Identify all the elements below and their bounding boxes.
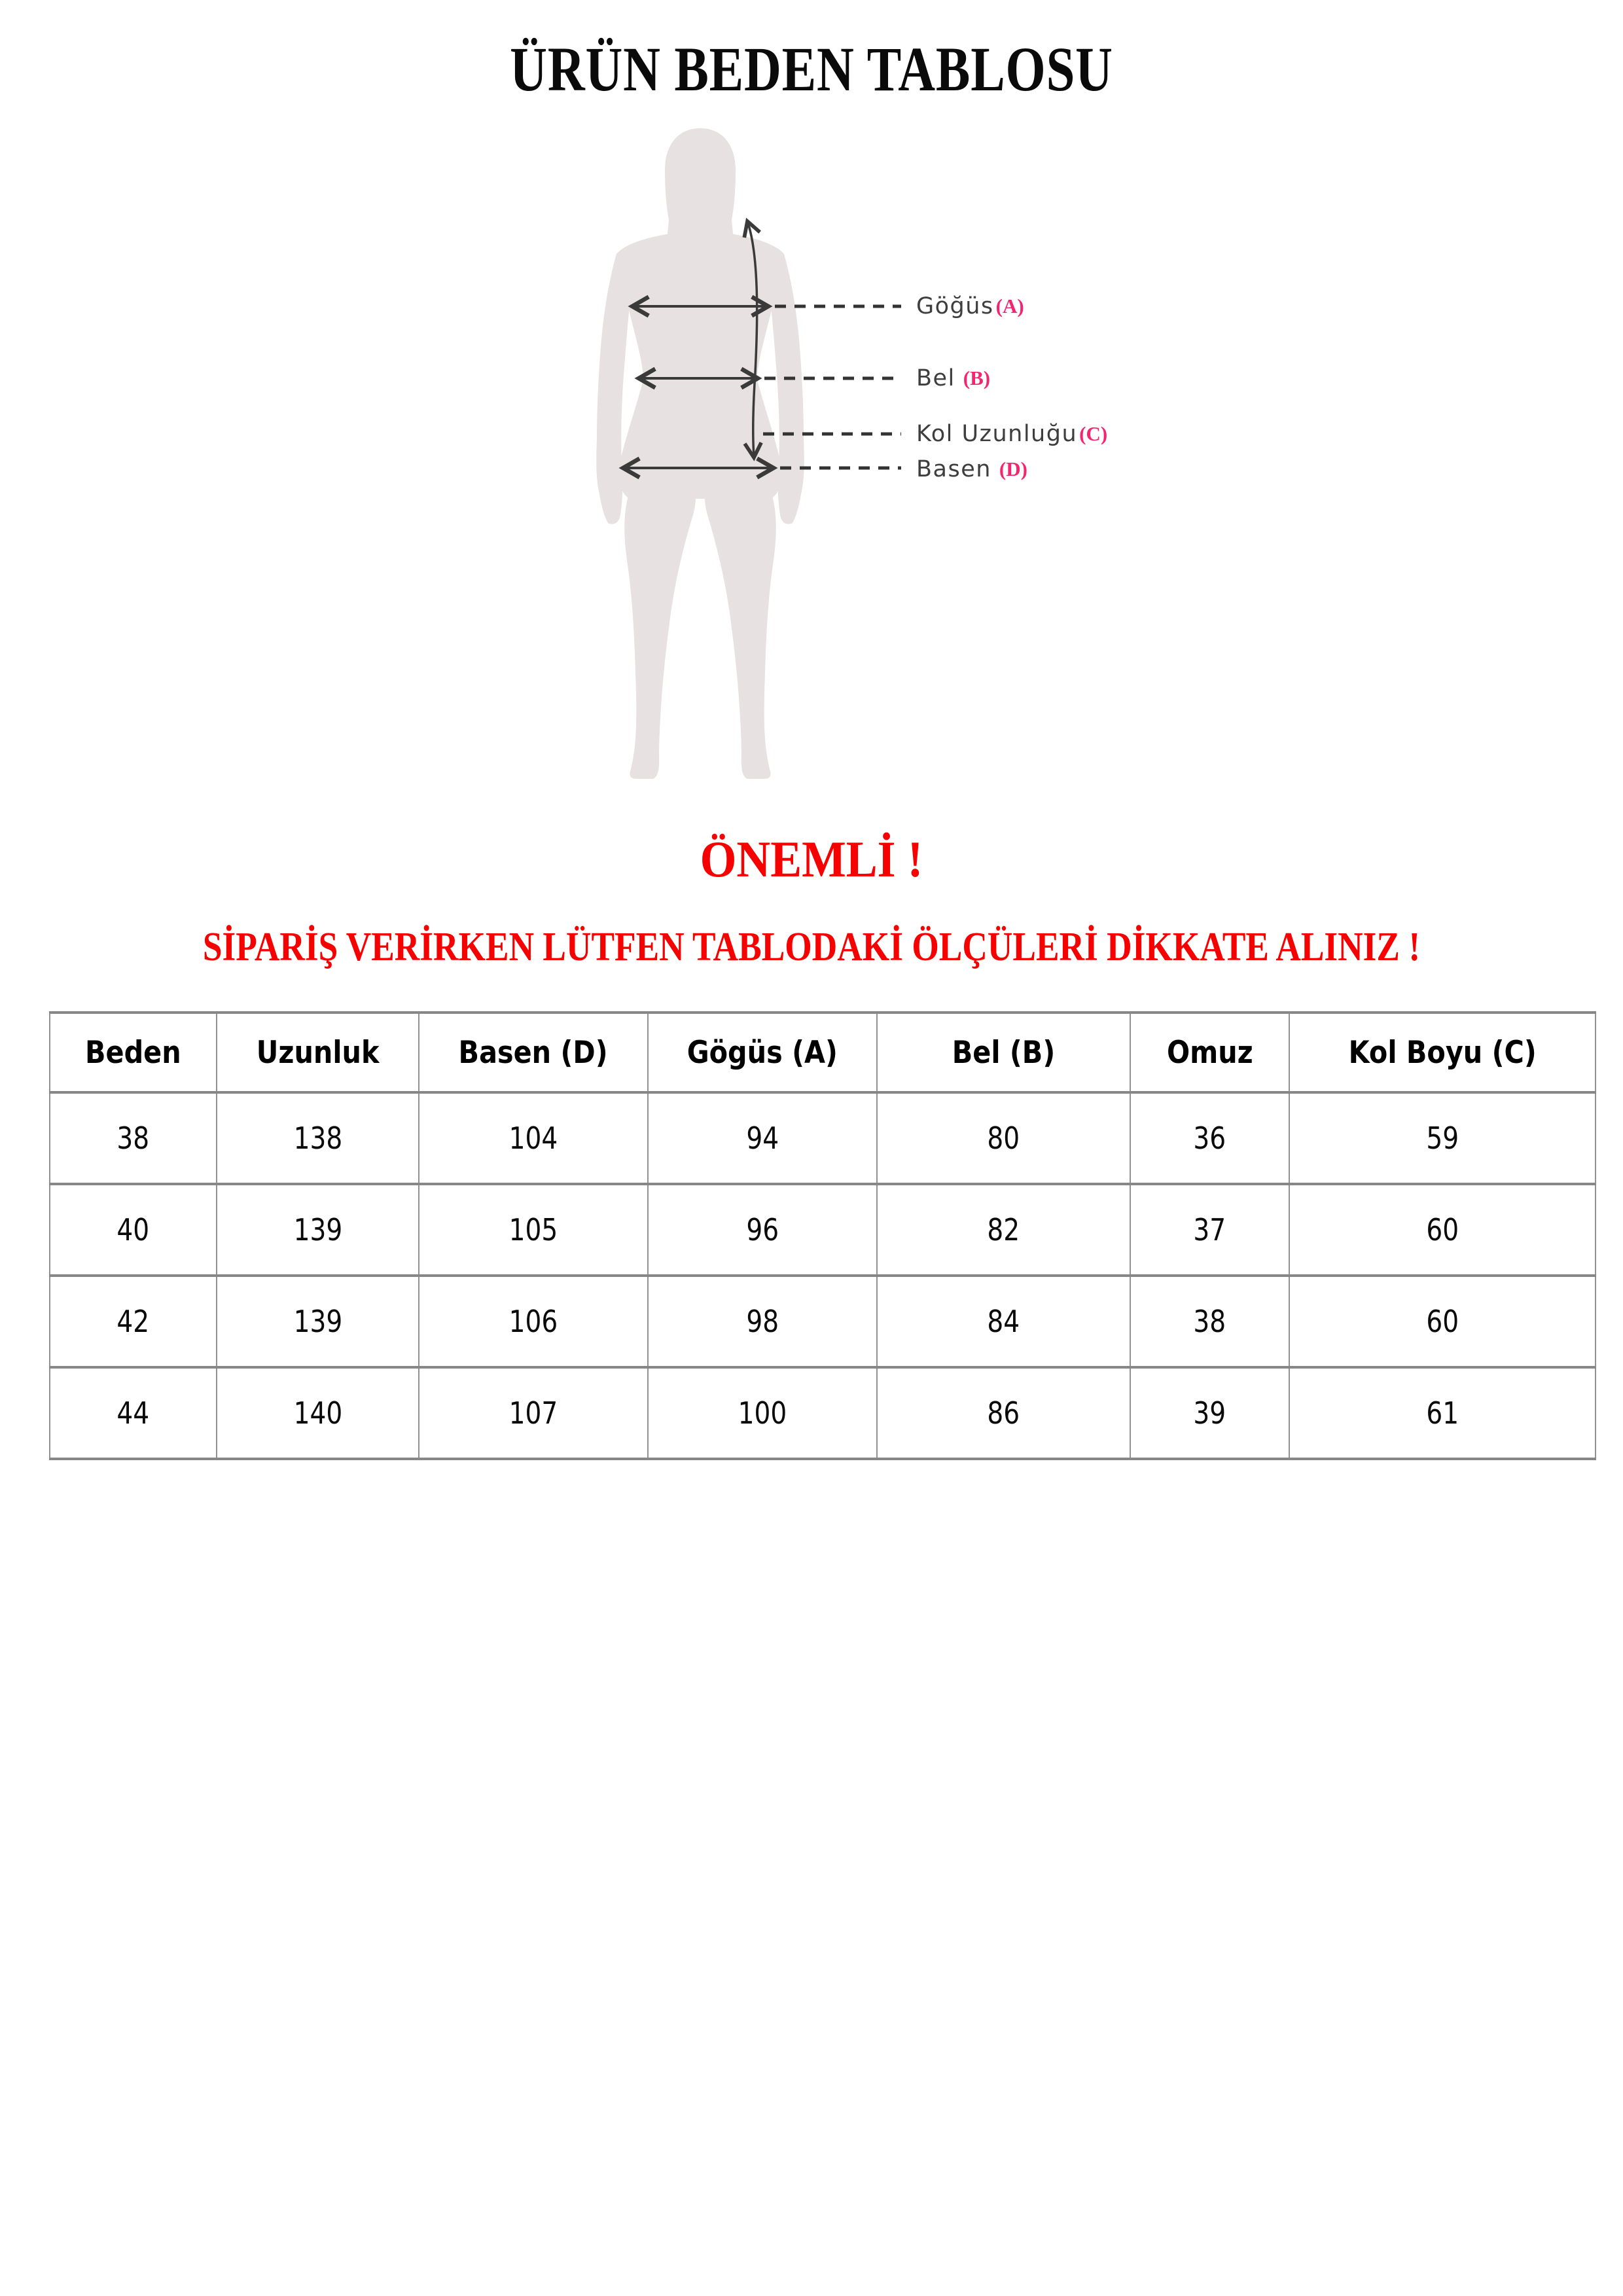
col-header-label: Beden (85, 1034, 181, 1071)
cell-value: 139 (293, 1304, 342, 1339)
col-header-basen (419, 1013, 648, 1092)
col-header-omuz (1130, 1013, 1289, 1092)
col-header-label: Uzunluk (256, 1034, 380, 1071)
size-table-cell (419, 1184, 648, 1276)
size-table-cell (1130, 1184, 1289, 1276)
measurement-code-b: (B) (963, 367, 991, 389)
warning-subheading: SİPARİŞ VERİRKEN LÜTFEN TABLODAKİ ÖLÇÜLERİ DİKKATE ALINIZ ! (202, 925, 1421, 969)
cell-value: 36 (1193, 1121, 1226, 1156)
cell-value: 39 (1193, 1395, 1226, 1431)
size-table-cell (50, 1092, 217, 1184)
cell-value: 105 (508, 1212, 558, 1247)
cell-value: 98 (746, 1304, 779, 1339)
col-header-label: Basen (D) (458, 1034, 609, 1071)
cell-value: 100 (738, 1395, 787, 1431)
size-table-cell (648, 1367, 877, 1459)
size-table-cell (217, 1367, 419, 1459)
size-table-cell (1289, 1367, 1596, 1459)
cell-value: 104 (508, 1121, 558, 1156)
size-table-cell (419, 1367, 648, 1459)
size-table-cell (1130, 1276, 1289, 1367)
size-table-cell (217, 1184, 419, 1276)
cell-value: 61 (1426, 1395, 1459, 1431)
col-header-kol-boyu (1289, 1013, 1596, 1092)
size-table-cell (50, 1276, 217, 1367)
cell-value: 107 (508, 1395, 558, 1431)
cell-value: 82 (987, 1212, 1020, 1247)
cell-value: 106 (508, 1304, 558, 1339)
col-header-label: Omuz (1166, 1034, 1253, 1071)
measurement-label-gogus (916, 292, 1024, 321)
silhouette (596, 128, 804, 779)
col-header-label: Bel (B) (952, 1034, 1056, 1071)
cell-value: 86 (987, 1395, 1020, 1431)
size-table-cell (877, 1184, 1130, 1276)
cell-value: 38 (1193, 1304, 1226, 1339)
cell-value: 60 (1426, 1304, 1459, 1339)
cell-value: 96 (746, 1212, 779, 1247)
size-table-cell (1130, 1092, 1289, 1184)
size-table-cell (419, 1092, 648, 1184)
size-table-cell (1289, 1276, 1596, 1367)
cell-value: 94 (746, 1121, 779, 1156)
cell-value: 38 (116, 1121, 150, 1156)
measurement-label-bel (916, 364, 990, 393)
size-table-cell (50, 1184, 217, 1276)
size-table-cell (217, 1276, 419, 1367)
size-table-cell (1130, 1367, 1289, 1459)
cell-value: 138 (293, 1121, 342, 1156)
cell-value: 60 (1426, 1212, 1459, 1247)
size-table-header-row (50, 1013, 1596, 1092)
measurement-name: Kol Uzunluğu (916, 421, 1078, 447)
measurement-code-d: (D) (999, 457, 1027, 480)
size-table-cell (1289, 1184, 1596, 1276)
size-table-row-40 (50, 1184, 1596, 1276)
size-table-cell (877, 1276, 1130, 1367)
size-table-cell (1289, 1092, 1596, 1184)
size-table-cell (648, 1184, 877, 1276)
cell-value: 140 (293, 1395, 342, 1431)
size-table-cell (217, 1092, 419, 1184)
size-table-cell (648, 1276, 877, 1367)
measurement-name: Göğüs (916, 293, 994, 319)
size-table-cell (419, 1276, 648, 1367)
size-table-cell (50, 1367, 217, 1459)
important-heading: ÖNEMLİ ! (700, 831, 923, 888)
measurement-label-basen (916, 455, 1027, 484)
size-table-row-38 (50, 1092, 1596, 1184)
cell-value: 42 (116, 1304, 150, 1339)
col-header-label: Kol Boyu (C) (1348, 1034, 1537, 1071)
size-table-cell (648, 1092, 877, 1184)
cell-value: 40 (116, 1212, 150, 1247)
cell-value: 80 (987, 1121, 1020, 1156)
size-table-cell (877, 1092, 1130, 1184)
col-header-bel (877, 1013, 1130, 1092)
col-header-uzunluk (217, 1013, 419, 1092)
size-table-cell (877, 1367, 1130, 1459)
cell-value: 59 (1426, 1121, 1459, 1156)
size-table-row-44 (50, 1367, 1596, 1459)
body-measurement-diagram (556, 124, 1113, 785)
body-silhouette-figure (556, 124, 1113, 785)
size-table-row-42 (50, 1276, 1596, 1367)
col-header-gogus (648, 1013, 877, 1092)
cell-value: 84 (987, 1304, 1020, 1339)
cell-value: 37 (1193, 1212, 1226, 1247)
cell-value: 44 (116, 1395, 150, 1431)
cell-value: 139 (293, 1212, 342, 1247)
col-header-label: Gögüs (A) (687, 1034, 838, 1071)
measurement-code-a: (A) (995, 295, 1024, 317)
page-title: ÜRÜN BEDEN TABLOSU (510, 34, 1113, 104)
size-table (49, 1011, 1596, 1460)
measurement-name: Bel (916, 365, 955, 391)
measurement-code-c: (C) (1079, 422, 1108, 445)
col-header-beden (50, 1013, 217, 1092)
measurement-label-kol-uzunlugu (916, 420, 1107, 448)
measurement-name: Basen (916, 456, 991, 482)
